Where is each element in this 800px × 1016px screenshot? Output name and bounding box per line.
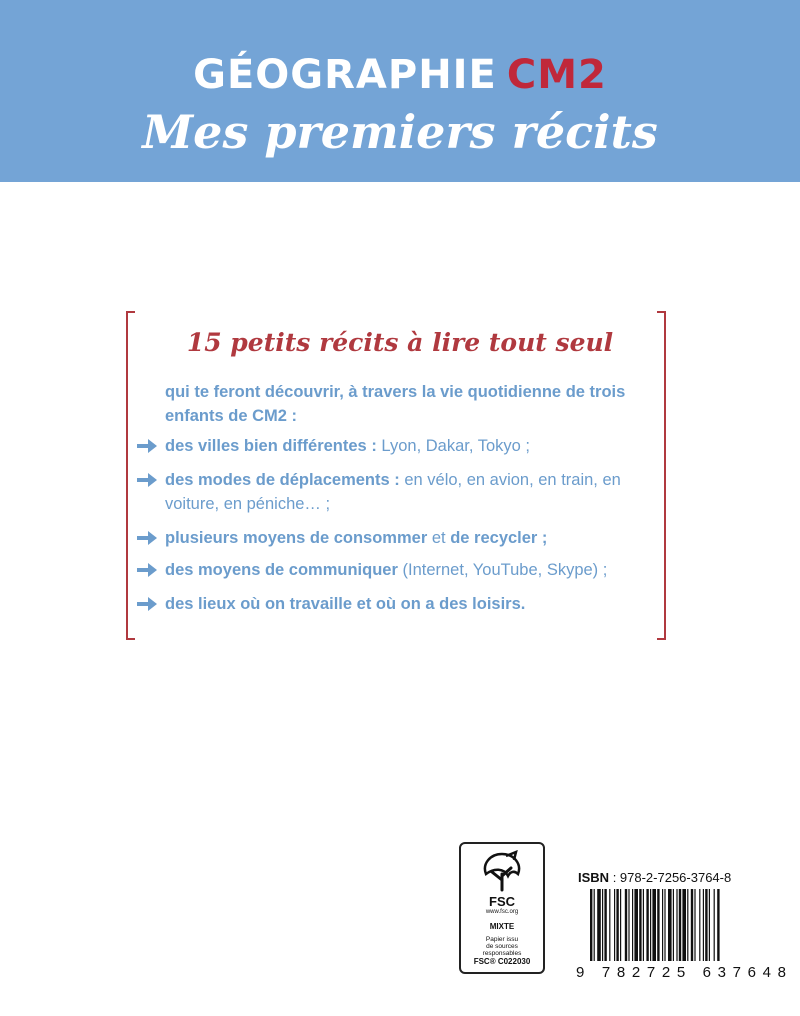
barcode-bar — [616, 889, 618, 961]
barcode-bars — [590, 889, 720, 961]
barcode-bar — [687, 889, 688, 961]
list-item — [137, 526, 647, 550]
barcode-bar — [676, 889, 677, 961]
book-subtitle: Mes premiers récits — [142, 105, 658, 159]
barcode-bar — [668, 889, 672, 961]
barcode-bar — [625, 889, 627, 961]
isbn-label: ISBN — [578, 870, 610, 885]
box-intro: qui te feront découvrir, à travers la vie quotidienne de trois enfants de CM2 : — [165, 383, 626, 425]
arrow-icon — [137, 473, 157, 487]
fsc-desc-line: Papier issu — [485, 936, 519, 943]
barcode-bar — [717, 889, 719, 961]
item-bold: des moyens de communiquer — [165, 561, 398, 579]
list-item — [137, 592, 647, 616]
barcode-bar — [657, 889, 659, 961]
list-item — [137, 558, 647, 582]
item-text: et — [427, 529, 451, 547]
barcode-bar — [673, 889, 674, 961]
fsc-desc-line: responsables — [482, 950, 522, 957]
fsc-description — [465, 936, 539, 957]
fsc-label — [459, 842, 545, 974]
barcode-bar — [691, 889, 693, 961]
barcode-bar — [632, 889, 633, 961]
barcode-bar — [639, 889, 641, 961]
barcode-bar — [620, 889, 621, 961]
barcode-bar — [714, 889, 715, 961]
barcode-bar — [705, 889, 707, 961]
header-banner — [0, 0, 800, 182]
fsc-code: FSC® C022030 — [473, 957, 531, 966]
barcode — [576, 889, 788, 979]
fsc-url: www.fsc.org — [485, 909, 519, 915]
barcode-bar — [650, 889, 651, 961]
barcode-bar — [614, 889, 615, 961]
list-item — [137, 434, 647, 458]
item-bold: des villes bien différentes : — [165, 437, 377, 455]
isbn-text — [578, 870, 731, 885]
item-bold: plusieurs moyens de consommer — [165, 529, 428, 547]
item-bold: des modes de déplacements : — [165, 471, 400, 489]
barcode-bar — [699, 889, 700, 961]
barcode-digits: 9 782725 637648 — [576, 964, 786, 979]
isbn-number: : 978-2-7256-3764-8 — [612, 870, 732, 885]
arrow-icon — [137, 597, 157, 611]
barcode-bar — [709, 889, 710, 961]
book-title — [0, 52, 800, 98]
barcode-bar — [604, 889, 606, 961]
box-bracket-left — [126, 311, 135, 640]
item-bold: de recycler ; — [450, 529, 548, 547]
barcode-bar — [646, 889, 648, 961]
barcode-bar — [682, 889, 686, 961]
barcode-bar — [643, 889, 644, 961]
barcode-bar — [597, 889, 601, 961]
box-bracket-right — [657, 311, 666, 640]
barcode-bar — [628, 889, 629, 961]
item-text: (Internet, YouTube, Skype) ; — [397, 561, 608, 579]
fsc-mixte: MIXTE — [489, 922, 515, 931]
barcode-bar — [664, 889, 665, 961]
fsc-tree-icon — [480, 850, 524, 894]
list-item — [137, 468, 647, 516]
arrow-icon — [137, 563, 157, 577]
fsc-desc-line: de sources — [486, 943, 518, 950]
arrow-icon — [137, 531, 157, 545]
barcode-bar — [662, 889, 663, 961]
barcode-bar — [703, 889, 704, 961]
fsc-name: FSC — [489, 894, 515, 909]
barcode-bar — [652, 889, 656, 961]
title-level: CM2 — [506, 52, 607, 98]
barcode-bar — [594, 889, 595, 961]
barcode-bar — [609, 889, 610, 961]
barcode-bar — [634, 889, 638, 961]
barcode-bar — [679, 889, 681, 961]
item-text: en vélo, en avion, en train, en voiture, en péniche… ; — [165, 471, 621, 513]
box-title: 15 petits récits à lire tout seul — [186, 328, 614, 357]
barcode-bar — [590, 889, 592, 961]
item-bold: des lieux où on travaille et où on a des loisirs. — [165, 595, 526, 613]
item-text: Lyon, Dakar, Tokyo ; — [376, 437, 530, 455]
barcode-bar — [694, 889, 695, 961]
title-subject: GÉOGRAPHIE — [193, 52, 497, 98]
arrow-icon — [137, 439, 157, 453]
barcode-bar — [602, 889, 603, 961]
